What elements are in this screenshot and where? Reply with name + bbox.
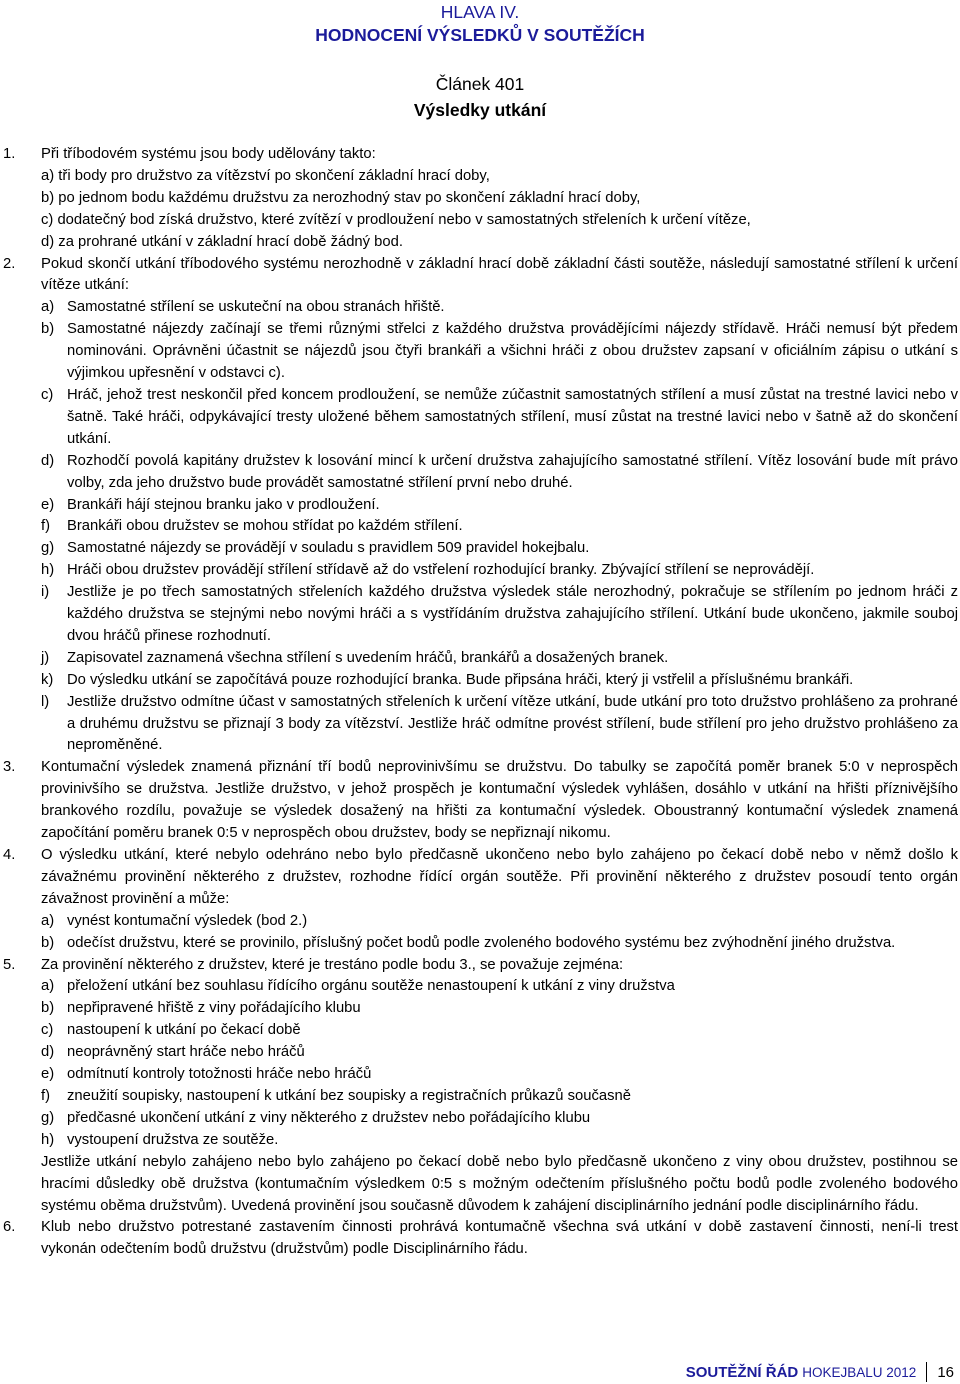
list-item: j) Zapisovatel zaznamená všechna střílení s uvedením hráčů, brankářů a dosažených branek.	[41, 649, 669, 666]
list-item: g) předčasné ukončení utkání z viny některého z družstev nebo pořádajícího klubu	[41, 1109, 591, 1126]
list-item: f) zneužití soupisky, nastoupení k utkání bez soupisky a registračních průkazů současně	[41, 1087, 631, 1104]
page-number: 16	[937, 1363, 954, 1381]
list-item: c) nastoupení k utkání po čekací době	[41, 1022, 301, 1039]
list-item: h) vystoupení družstva ze soutěže.	[41, 1131, 279, 1148]
point-text: O výsledku utkání, které nebylo odehráno nebo bylo předčasně ukončeno nebo bylo zahájeno po čekací době nebo v němž došlo k závažnému provinění některého z družstev, rozhodne řídící orgán soutěže. Při provinění některého z družstev posoudí tento orgán závažnost provinění a může:	[41, 847, 958, 907]
list-item: c) dodatečný bod získá družstvo, které zvítězí v prodloužení nebo v samostatných střeleních k určení vítěze,	[41, 211, 751, 228]
footer-title: SOUTĚŽNÍ ŘÁD	[685, 1363, 799, 1381]
list-item: b) nepřipravené hřiště z viny pořádajícího klubu	[41, 1000, 361, 1017]
list-item: b) po jednom bodu každému družstvu za nerozhodný stav po skončení základní hrací doby,	[41, 189, 641, 206]
list-item: h) Hráči obou družstev provádějí střílení střídavě až do vstřelení rozhodující branky. Zbývající střílení se neprovádějí.	[41, 562, 815, 579]
footer-subtitle: HOKEJBALU 2012	[802, 1364, 917, 1380]
point-5	[0, 955, 958, 1218]
chapter-title: HLAVA IV.	[440, 2, 520, 22]
list-item: d) neoprávněný start hráče nebo hráčů	[41, 1044, 305, 1061]
list-item: c) Hráč, jehož trest neskončil před koncem prodloužení, se nemůže zúčastnit samostatných střílení a musí zůstat na trestné lavici nebo v šatně. Také hráči, odpykávající tresty uložené během samostatných střílení, musí zůstat na trestné lavici nebo v šatně až do skončení utkání.	[41, 386, 958, 447]
point-2	[0, 254, 958, 758]
list-item: d) Rozhodčí povolá kapitány družstev k losování mincí k určení družstva zahajujícího samostatné střílení. Vítěz losování bude mít právo volby, zda jeho družstvo bude provádět samostatné střílení první nebo druhé.	[41, 452, 958, 491]
point-number: 3.	[3, 759, 16, 776]
point-text: Při tříbodovém systému jsou body udělovány takto:	[41, 146, 376, 162]
point-text: Kontumační výsledek znamená přiznání tří bodů neprovinivšímu se družstvu. Do tabulky se započítá poměr branek 5:0 v neprospěch provinivšího se družstva. Jestliže družstvo, v jehož prospěch je kontumační výsledek vyhlášen, dosáhlo v utkání na hřišti příznivějšího brankového rozdílu, považuje se výsledek dosažený na hřišti za kontumační výsledek. Oboustranný kontumační výsledek znamená započítání poměru branek 0:5 v neprospěch obou družstev, body se nepřiznají nikomu.	[41, 759, 958, 842]
chapter-subtitle: HODNOCENÍ VÝSLEDKŮ V SOUTĚŽÍCH	[315, 25, 645, 45]
list-item: l) Jestliže družstvo odmítne účast v samostatných střeleních k určení vítěze utkání, bude utkání pro toto družstvo prohlášeno za prohrané a druhému družstvu se přiznají 3 body za vítězství. Jestliže hráč odmítne provést střílení, bude střílení pro jeho družstvo prohlášeno za neproměněné.	[41, 693, 958, 754]
list-item: e) odmítnutí kontroly totožnosti hráče nebo hráčů	[41, 1066, 372, 1083]
point-number: 5.	[3, 956, 16, 973]
point-1	[0, 144, 958, 254]
point-text: Pokud skončí utkání tříbodového systému nerozhodně v základní hrací době základní části soutěže, následují samostatné střílení k určení vítěze utkání:	[41, 255, 958, 294]
list-item: e) Brankáři hájí stejnou branku jako v prodloužení.	[41, 496, 380, 513]
point-text: Za provinění některého z družstev, které je trestáno podle bodu 3., se považuje zejména:	[41, 956, 624, 973]
page-footer	[686, 1362, 954, 1382]
point-number: 4.	[3, 847, 16, 863]
point-4	[0, 845, 958, 955]
list-item: k) Do výsledku utkání se započítává pouze rozhodující branka. Bude připsána hráči, který ji vstřelil a příslušnému brankáři.	[41, 671, 854, 688]
list-item: i) Jestliže je po třech samostatných střeleních každého družstva výsledek stále nerozhodný, pokračuje se střílením po jednom hráči z každého družstva se stejnými nebo novými hráči a s vystřídáním družstva zahajujícího střílení. Utkání bude ukončeno, jakmile souboj dvou hráčů přinese rozhodnutí.	[41, 584, 958, 644]
list-item: a) Samostatné střílení se uskuteční na obou stranách hřiště.	[41, 299, 445, 316]
list-item: b) odečíst družstvu, které se provinilo, příslušný počet bodů podle zvoleného bodového systému bez zvýhodnění jiného družstva.	[41, 934, 896, 951]
point-number: 6.	[3, 1219, 16, 1236]
point-closing-text: Jestliže utkání nebylo zahájeno nebo bylo zahájeno po čekací době nebo bylo předčasně ukončeno z viny obou družstev, postihnou se hracími důsledky obě družstva (kontumačním výsledkem 0:5 s možným odečtením příslušného počtu bodů podle zvoleného bodového systému oběma družstvům). Uvedená provinění jsou současně důvodem k zahájení disciplinárního jednání podle disciplinárního řádu.	[41, 1153, 958, 1214]
article-title: Výsledky utkání	[413, 100, 547, 120]
point-number: 1.	[3, 146, 16, 162]
point-number: 2.	[3, 255, 16, 272]
point-6	[0, 1217, 958, 1261]
point-3	[0, 757, 958, 845]
article-number: Článek 401	[435, 74, 525, 94]
list-item: d) za prohrané utkání v základní hrací době žádný bod.	[41, 233, 403, 250]
list-item: a) vynést kontumační výsledek (bod 2.)	[41, 912, 308, 929]
list-item: f) Brankáři obou družstev se mohou střídat po každém střílení.	[41, 518, 463, 535]
article-body	[0, 144, 958, 1261]
point-text: Klub nebo družstvo potrestané zastavením činnosti prohrává kontumačně všechna svá utkání v době zastavení činnosti, není-li trest vykonán odečtením bodů družstvu (družstvům) podle Disciplinárního řádu.	[41, 1219, 958, 1258]
list-item: g) Samostatné nájezdy se provádějí v souladu s pravidlem 509 pravidel hokejbalu.	[41, 540, 590, 557]
list-item: a) přeložení utkání bez souhlasu řídícího orgánu soutěže nenastoupení k utkání z viny družstva	[41, 978, 675, 995]
list-item: b) Samostatné nájezdy začínají se třemi různými střelci z každého družstva provádějícími nájezdy střídavě. Hráči nemusí být předem nominováni. Oprávněni účastnit se nájezdů jsou čtyři brankáři a všichni hráči z obou družstev zapsaní v oficiálním zápisu o utkání s výjimkou upřesnění v odstavci c).	[41, 321, 958, 382]
footer-divider	[926, 1362, 927, 1382]
list-item: a) tři body pro družstvo za vítězství po skončení základní hrací doby,	[41, 167, 490, 184]
